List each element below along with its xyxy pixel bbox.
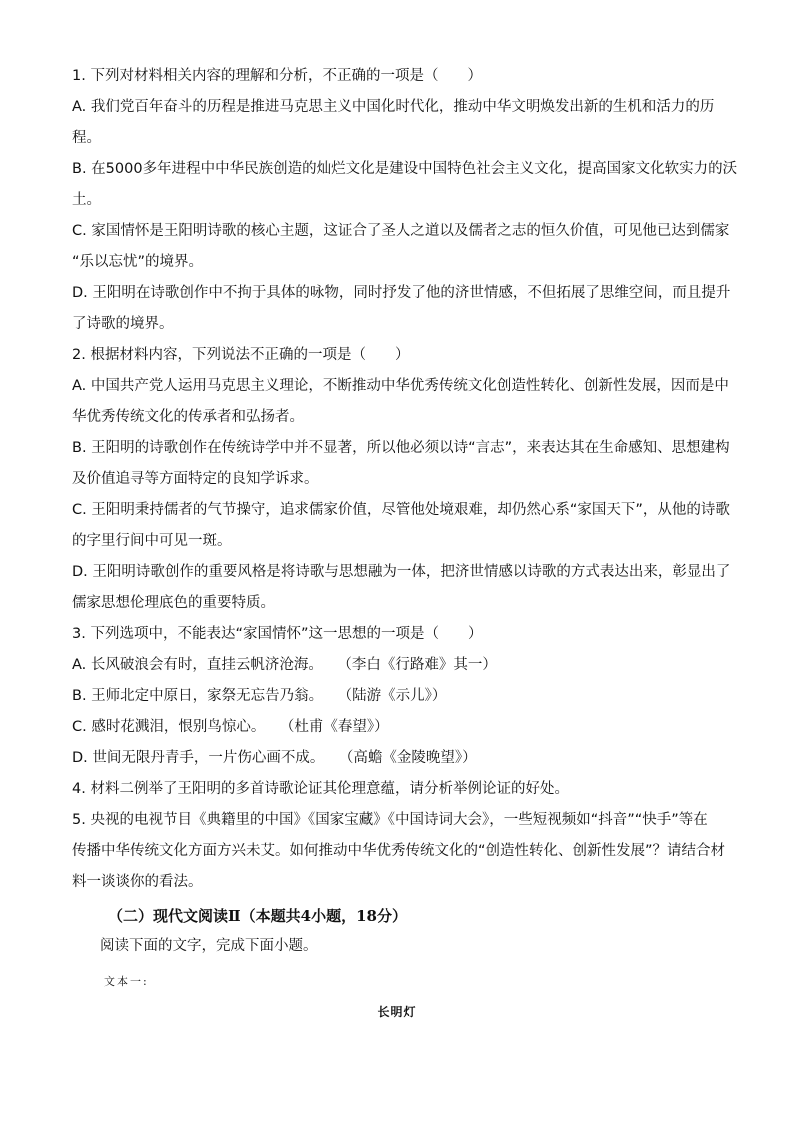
question-1-option-a-cont: 程。 <box>72 130 101 146</box>
question-1-option-d-cont: 了诗歌的境界。 <box>72 316 174 332</box>
question-1-option-a: A. 我们党百年奋斗的历程是推进马克思主义中国化时代化，推动中华文明焕发出新的生机和活力的历 <box>72 99 715 115</box>
question-3-option-c: C. 感时花溅泪，恨别鸟惊心。 （杜甫《春望》） <box>72 719 389 735</box>
question-4-stem: 4. 材料二例举了王阳明的多首诗歌论证其伦理意蕴，请分析举例论证的好处。 <box>72 781 569 797</box>
question-1-option-c: C. 家国情怀是王阳明诗歌的核心主题，这证合了圣人之道以及儒者之志的恒久价值，可见他已达到儒家 <box>72 223 730 239</box>
section-heading: （二）现代文阅读Ⅱ（本题共4小题，18分） <box>108 907 407 925</box>
question-5-stem-cont-1: 传播中华传统文化方面方兴未艾。如何推动中华优秀传统文化的“创造性转化、创新性发展”？请结合材 <box>72 843 726 859</box>
reading-instruction: 阅读下面的文字，完成下面小题。 <box>100 938 318 954</box>
question-1-option-d: D. 王阳明在诗歌创作中不拘于具体的咏物，同时抒发了他的济世情感，不但拓展了思维空间，而且提升 <box>72 285 731 301</box>
question-3-stem: 3. 下列选项中，不能表达“家国情怀”这一思想的一项是（ ） <box>72 626 483 642</box>
question-3-option-d: D. 世间无限丹青手，一片伤心画不成。 （高蟾《金陵晚望》） <box>72 750 477 766</box>
text-label: 文本一: <box>104 975 149 988</box>
question-1-option-b: B. 在5000多年进程中中华民族创造的灿烂文化是建设中国特色社会主义文化，提高国家文化软实力的沃 <box>72 161 738 177</box>
question-1-stem: 1. 下列对材料相关内容的理解和分析，不正确的一项是（ ） <box>72 68 482 84</box>
question-2-option-a-cont: 华优秀传统文化的传承者和弘扬者。 <box>72 409 304 425</box>
question-2-stem: 2. 根据材料内容，下列说法不正确的一项是（ ） <box>72 347 410 363</box>
question-3-option-b: B. 王师北定中原日，家祭无忘告乃翁。 （陆游《示儿》） <box>72 688 447 704</box>
question-5-stem-cont-2: 料一谈谈你的看法。 <box>72 874 203 890</box>
question-2-option-a: A. 中国共产党人运用马克思主义理论，不断推动中华优秀传统文化创造性转化、创新性发展，因而是中 <box>72 378 729 394</box>
question-5-stem: 5. 央视的电视节目《典籍里的中国》《国家宝藏》《中国诗词大会》，一些短视频如“抖音”“快手”等在 <box>72 812 708 828</box>
question-2-option-c: C. 王阳明秉持儒者的气节操守，追求儒家价值，尽管他处境艰难，却仍然心系“家国天下”，从他的诗歌 <box>72 502 730 518</box>
question-2-option-c-cont: 的字里行间中可见一斑。 <box>72 533 232 549</box>
question-2-option-d: D. 王阳明诗歌创作的重要风格是将诗歌与思想融为一体，把济世情感以诗歌的方式表达出来，彰显出了 <box>72 564 731 580</box>
question-1-option-b-cont: 土。 <box>72 192 101 208</box>
story-title: 长明灯 <box>377 1005 417 1019</box>
question-2-option-b-cont: 及价值追寻等方面特定的良知学诉求。 <box>72 471 319 487</box>
question-1-option-c-cont: “乐以忘忧”的境界。 <box>72 254 204 270</box>
question-3-option-a: A. 长风破浪会有时，直挂云帆济沧海。 （李白《行路难》其一） <box>72 657 497 673</box>
question-2-option-d-cont: 儒家思想伦理底色的重要特质。 <box>72 595 275 611</box>
question-2-option-b: B. 王阳明的诗歌创作在传统诗学中并不显著，所以他必须以诗“言志”，来表达其在生命感知、思想建构 <box>72 440 730 456</box>
